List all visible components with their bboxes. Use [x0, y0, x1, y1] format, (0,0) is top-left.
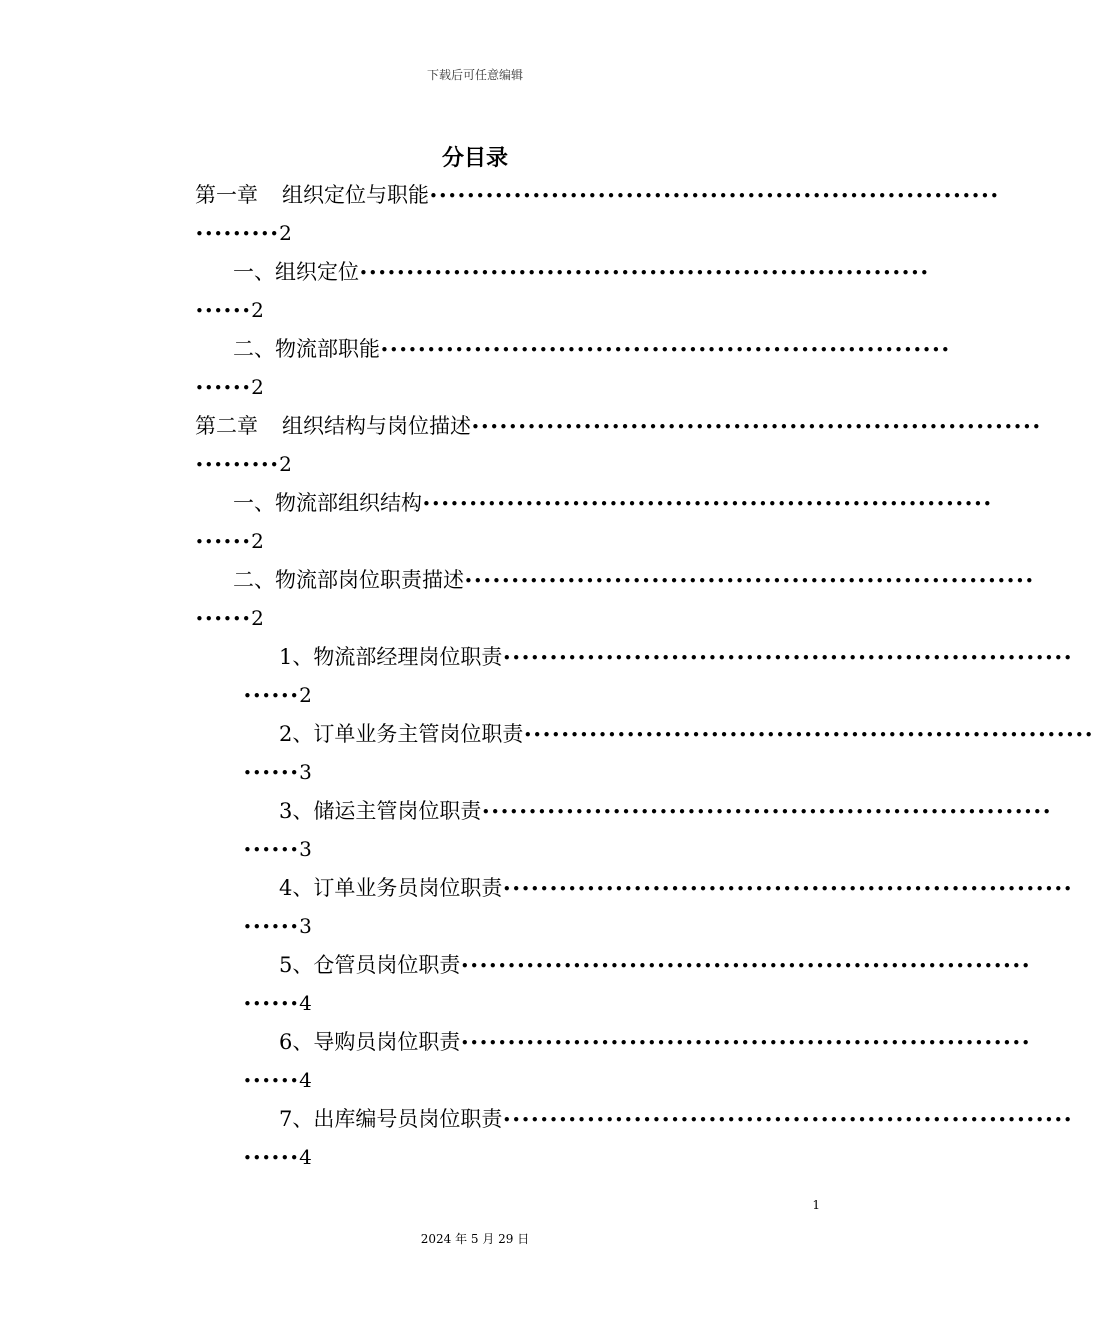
- toc-entry-page: 4: [299, 1068, 312, 1092]
- toc-leader-tail: •••••••••: [195, 225, 280, 243]
- toc-leader-dots: •••••••••••••••••••••••••••••••••••••••••••••••••••••••••••••: [460, 957, 1031, 975]
- toc-entry-prefix: 7、: [279, 1107, 314, 1131]
- toc-leader-tail: ••••••: [243, 687, 300, 705]
- toc-leader-dots: •••••••••••••••••••••••••••••••••••••••••••••••••••••••••••••: [502, 1111, 1073, 1129]
- toc-entry-2-2-7[interactable]: [195, 1100, 1073, 1177]
- toc-leader-tail: •••••••••: [195, 456, 280, 474]
- toc-leader-tail: ••••••: [243, 1149, 300, 1167]
- toc-entry-title: 储运主管岗位职责: [313, 799, 482, 823]
- toc-leader-tail: ••••••: [243, 918, 300, 936]
- toc-entry-title: 物流部岗位职责描述: [275, 568, 464, 592]
- toc-entry-prefix: 二、: [233, 337, 275, 361]
- toc-entry-prefix: 1、: [279, 645, 314, 669]
- page-number: 1: [812, 1198, 820, 1212]
- toc-entry-2-2-3[interactable]: [195, 792, 1052, 869]
- toc-entry-prefix: 3、: [279, 799, 314, 823]
- toc-leader-tail: ••••••: [243, 764, 300, 782]
- toc-entry-page: 2: [299, 683, 312, 707]
- toc-entry-page: 2: [251, 606, 264, 630]
- toc-entry-prefix: 5、: [279, 953, 314, 977]
- toc-leader-dots: •••••••••••••••••••••••••••••••••••••••••••••••••••••••••••••: [422, 495, 993, 513]
- toc-leader-dots: •••••••••••••••••••••••••••••••••••••••••••••••••••••••••••••: [502, 649, 1073, 667]
- toc-entry-2-1[interactable]: [195, 484, 993, 561]
- toc-entry-prefix: 2、: [279, 722, 314, 746]
- toc-entry-prefix: 一、: [233, 491, 275, 515]
- toc-entry-title: 导购员岗位职责: [313, 1030, 461, 1054]
- toc-entry-title: 组织定位: [275, 260, 359, 284]
- toc-leader-dots: •••••••••••••••••••••••••••••••••••••••••••••••••••••••••••••: [464, 572, 1035, 590]
- toc-leader-dots: •••••••••••••••••••••••••••••••••••••••••••••••••••••••••••••: [502, 880, 1073, 898]
- footer-date: 2024 年 5 月 29 日: [420, 1232, 530, 1246]
- toc-leader-dots: •••••••••••••••••••••••••••••••••••••••••••••••••••••••••••••: [380, 341, 951, 359]
- toc-entry-title: 订单业务员岗位职责: [313, 876, 503, 900]
- toc-entry-title: 订单业务主管岗位职责: [313, 722, 524, 746]
- toc-entry-2-2-4[interactable]: [195, 869, 1073, 946]
- toc-entry-prefix: 第二章: [195, 414, 258, 438]
- toc-leader-tail: ••••••: [243, 995, 300, 1013]
- toc-entry-title: 出库编号员岗位职责: [313, 1107, 503, 1131]
- toc-entry-page: 4: [299, 991, 312, 1015]
- toc-entry-page: 2: [251, 298, 264, 322]
- toc-leader-tail: ••••••: [243, 841, 300, 859]
- toc-leader-tail: ••••••: [243, 1072, 300, 1090]
- toc-title: 分目录: [441, 146, 508, 171]
- toc-entry-2-2-5[interactable]: [195, 946, 1031, 1023]
- toc-entry-page: 2: [251, 375, 264, 399]
- toc-entry-2-2[interactable]: [195, 561, 1035, 638]
- toc-entry-prefix: 二、: [233, 568, 275, 592]
- toc-entry-page: 4: [299, 1145, 312, 1169]
- toc-entry-page: 3: [299, 760, 312, 784]
- toc-entry-page: 2: [251, 529, 264, 553]
- toc-leader-dots: •••••••••••••••••••••••••••••••••••••••••••••••••••••••••••••: [359, 264, 930, 282]
- toc-leader-dots: •••••••••••••••••••••••••••••••••••••••••••••••••••••••••••••: [523, 726, 1094, 744]
- toc-leader-tail: ••••••: [195, 302, 252, 320]
- toc-entry-title: 物流部经理岗位职责: [313, 645, 503, 669]
- toc-entry-1-1[interactable]: [195, 253, 930, 330]
- toc-entry-title: 物流部职能: [275, 337, 380, 361]
- toc-leader-dots: •••••••••••••••••••••••••••••••••••••••••••••••••••••••••••••: [460, 1034, 1031, 1052]
- toc-leader-dots: •••••••••••••••••••••••••••••••••••••••••••••••••••••••••••••: [429, 187, 1000, 205]
- toc-leader-dots: •••••••••••••••••••••••••••••••••••••••••••••••••••••••••••••: [471, 418, 1042, 436]
- toc-leader-tail: ••••••: [195, 610, 252, 628]
- toc-entry-page: 3: [299, 914, 312, 938]
- toc-entry-1-2[interactable]: [195, 330, 951, 407]
- toc-entry-chapter-2[interactable]: [195, 407, 1042, 484]
- header-note: 下载后可任意编辑: [426, 68, 523, 82]
- toc-entry-2-2-2[interactable]: [195, 715, 1094, 792]
- toc-entry-2-2-1[interactable]: [195, 638, 1073, 715]
- toc-leader-tail: ••••••: [195, 379, 252, 397]
- toc-entry-prefix: 第一章: [195, 183, 258, 207]
- toc-entry-page: 2: [279, 452, 292, 476]
- toc-entry-prefix: 4、: [279, 876, 314, 900]
- toc-entry-page: 2: [279, 221, 292, 245]
- toc-entry-title: 仓管员岗位职责: [313, 953, 461, 977]
- toc-entry-2-2-6[interactable]: [195, 1023, 1031, 1100]
- toc-entry-page: 3: [299, 837, 312, 861]
- toc-entry-title: 物流部组织结构: [275, 491, 422, 515]
- toc-entry-chapter-1[interactable]: [195, 176, 1000, 253]
- toc-entry-prefix: 6、: [279, 1030, 314, 1054]
- toc-entry-title: 组织定位与职能: [282, 183, 429, 207]
- toc-leader-tail: ••••••: [195, 533, 252, 551]
- toc-entry-prefix: 一、: [233, 260, 275, 284]
- table-of-contents: [195, 176, 1094, 1177]
- toc-leader-dots: •••••••••••••••••••••••••••••••••••••••••••••••••••••••••••••: [481, 803, 1052, 821]
- toc-entry-title: 组织结构与岗位描述: [282, 414, 471, 438]
